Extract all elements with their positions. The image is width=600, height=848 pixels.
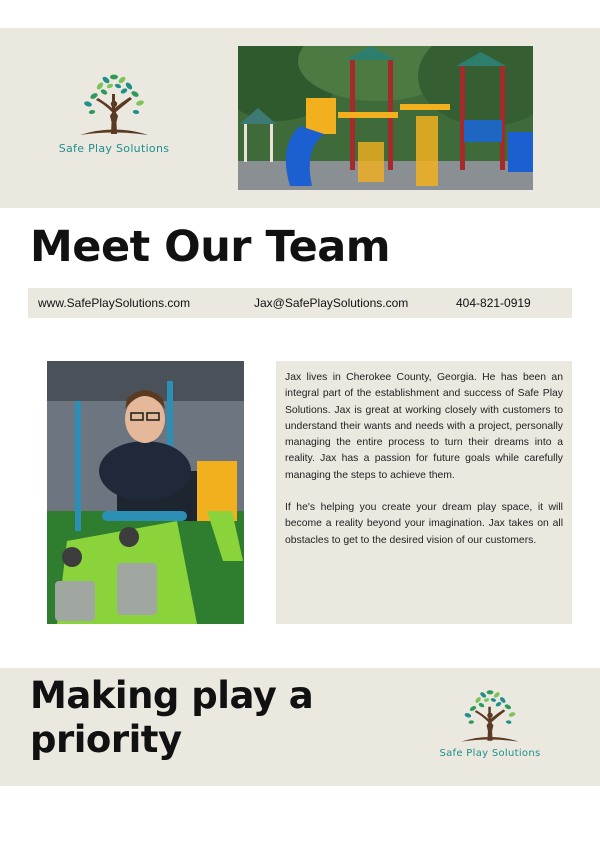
logo	[40, 72, 188, 155]
contact-bar	[28, 288, 572, 318]
footer-logo	[426, 688, 554, 759]
phone-number: 404-821-0919	[456, 296, 531, 310]
page-title: Meet Our Team	[30, 222, 391, 272]
bio-paragraph: Jax lives in Cherokee County, Georgia. He has been an integral part of the establishment and success of Safe Play Solutions. Jax is great at working closely with customers to understand their wants and needs with a project, personally managing the entire process to turn their dreams into a reality. Jax has a passion for future goals while carefully managing the steps to achieve them.	[285, 372, 563, 481]
bio-text-box	[276, 361, 572, 624]
email-link[interactable]: Jax@SafePlaySolutions.com	[254, 296, 409, 310]
team-member-photo	[47, 361, 244, 624]
bio-paragraph: If he's helping you create your dream play space, it will become a reality beyond your imagination. Jax takes on all obstacles to get to the desired vision of our customers.	[285, 502, 563, 546]
tree-logo-icon	[74, 72, 154, 140]
website-link[interactable]: www.SafePlaySolutions.com	[38, 296, 191, 310]
tagline: Making play a priority	[30, 674, 314, 761]
playground-photo	[238, 46, 533, 190]
logo-text: Safe Play Solutions	[58, 142, 170, 155]
tree-logo-icon	[456, 688, 524, 746]
footer-logo-text: Safe Play Solutions	[439, 748, 541, 759]
